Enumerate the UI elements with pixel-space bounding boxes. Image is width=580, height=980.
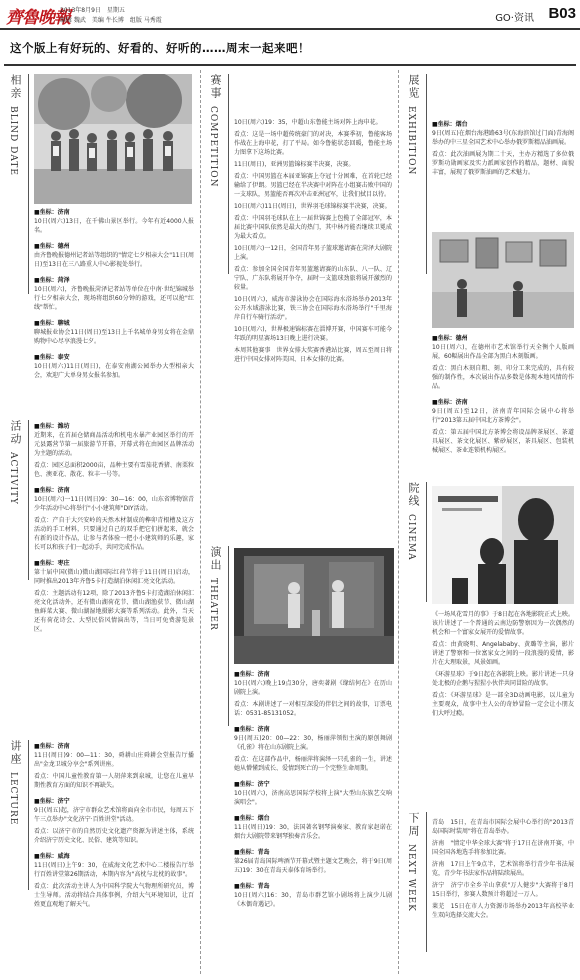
listing-text: 看点：参加全国全国青年男篮邀请赛的山东队、八一队、辽宁队、广东队将展开争夺，届时一支篮球劲旅将展开激烈的较量。 <box>234 266 392 291</box>
column-divider-2 <box>398 70 399 974</box>
tab-label-cn: 赛事 <box>209 74 222 100</box>
listing-text: 看点：园区总面积2000亩，品种主要有雪茄花香猪、南栗粒色、澳亚花、散花、粒丰一号等。 <box>34 462 194 478</box>
listing-text: 10日(周六)，威海市游泳协会在国际海水浴场举办2013年公开水域游泳比赛，铁三协会在国际海水浴场举行"千里海岸自行车骑行活动"。 <box>234 296 392 321</box>
venue-label: ■坐标：济南 <box>34 209 70 216</box>
tab-activity <box>8 420 22 505</box>
exhibition-listings-bottom <box>432 334 574 464</box>
photo-stage-image <box>234 548 394 664</box>
tab-rule <box>28 420 29 580</box>
tab-rule <box>426 812 427 952</box>
listing-text: 看点：在这部作品中，杨丽萍将演绎一只孔雀的一生，讲述她从懵懂到成长、爱情到死亡的一个完整生命周期。 <box>234 756 392 772</box>
newspaper-logo: 齊魯晚報 <box>6 8 70 28</box>
listing-text: 第十届中国(微山)微山湖国际红荷节将于11日(周日)启动，同时推出2013年齐鲁5卡打造湖泊休闲汇亮文化活动。 <box>34 569 194 585</box>
page-headline: 这个版上有好玩的、好看的、好听的……周末一起来吧！ <box>10 41 310 55</box>
listing-text: 看点：本剧讲述了一对相互深爱的伴侣之间的故事，订票电话：0531-85131052。 <box>234 701 392 717</box>
listing-text: 9日(周五)起，济宁市群众艺术馆将面向全市市民，每周五下午三点举办"文化济宁·百姓讲堂"活动。 <box>34 807 194 823</box>
listing-text: 由齐鲁晚报德州记者站等组织的"情定七夕相亲大会"11日(周日)至13日在三八路重人中心影视处举行。 <box>34 252 194 268</box>
listing-text: 《一场风花雪月的事》于8日起在各地影院正式上映。该片讲述了一个普通的云南边防警察因为一次偶然的机会和一个富家女展开的爱情故事。 <box>432 611 574 636</box>
listing-text: 看点：黑白木刻自粗、刻、印分工来完成的，具有较强的制作性，本次展出作品多数是体现本地风情的作品。 <box>432 365 574 390</box>
venue-label: ■坐标：烟台 <box>432 121 468 128</box>
venue-label: ■坐标：青岛 <box>234 883 270 890</box>
listing-text: 《环游星球》于9日起在各影院上映。影片讲述一只身处北极的企鹅与猩猩小伙伴共同冒险的故事。 <box>432 671 574 687</box>
go-mark: GO· <box>495 13 514 24</box>
section-label: 资讯 <box>514 13 534 24</box>
listing-text: 9日(周五)至12日，济南青年国际会展中心将举行"2013第五届中国北方茶博会"。 <box>432 408 574 424</box>
venue-label: ■坐标：济南 <box>34 743 70 750</box>
tab-theater <box>208 546 222 631</box>
listing-text: 莱芜 15日在市人力资源市场举办2013年高校毕业生双向选择交流大会。 <box>432 903 574 919</box>
blind-date-photo <box>34 74 192 204</box>
tab-exhibition <box>406 74 420 175</box>
listing-text: 9日(周五)在烟台海港路63号(东海滨馆过门面)青海阁举办的中三星全国艺术中心举办俄罗斯精品油画展。 <box>432 130 574 146</box>
listing-text: 看点：此次油画展为期二十天，主办方精选了多位俄罗斯功勋画家及实力派画家创作的精品，题材、面貌丰富，展现了俄罗斯油画的艺术魅力。 <box>432 151 574 176</box>
tab-label-en: NEXT WEEK <box>406 844 416 912</box>
listing-text: 9日(周五)20：00—22：30，杨丽萍领衔主演的原创舞剧《孔雀》将在山东剧院上演。 <box>234 735 392 751</box>
section-title <box>495 9 534 24</box>
listing-text: 看点：中国羽毛球队在上一届世锦赛上包揽了全部冠军，本届比赛中国队依然是最大的热门，其中林丹能否继续卫冕成为最大看点。 <box>234 215 392 240</box>
venue-label: ■坐标：济南 <box>234 726 270 733</box>
venue-label: ■坐标：菏泽 <box>34 277 70 284</box>
competition-listings <box>234 118 392 518</box>
listing-text: 11日(周日)上午9：30，在威海文化艺术中心二楼报告厅举行百姓讲堂第26期活动，本期内容为"高枕与北枕的故事"。 <box>34 862 194 878</box>
listing-text: 看点：中国儿童性教育第一人胡萍来到泉城，让您在儿童早期性教育方面的知识不再缺失。 <box>34 773 194 789</box>
listing-text: 11日(周日)19：30，法国著名钢琴演奏家、教育家赵诺在烟台大剧院带来钢琴独奏音乐会。 <box>234 824 392 840</box>
tab-cinema <box>406 482 420 561</box>
listing-text: 看点：此次活动主讲人为中国科学院大气物理所研究员，博士生导师。活动将结合具体事例，介绍大气环境知识，让百姓更直观地了解天气。 <box>34 883 194 908</box>
listing-text: 10日(周六)一11日(周日)9：30—16：00，山东省博物馆青少年活动中心将举行"小小建筑师"DIY活动。 <box>34 496 194 512</box>
listing-text: 10日(周六)，世界极速锦标赛在淄博开赛，中国赛车可能今年跃的明星赛场13日晚上进行决赛。 <box>234 326 392 342</box>
venue-label: ■坐标：聊城 <box>34 320 70 327</box>
blind-date-listings <box>34 208 194 413</box>
cinema-poster <box>432 486 574 604</box>
exhibition-listings-top <box>432 120 574 228</box>
venue-label: ■坐标：潍坊 <box>34 423 70 430</box>
tab-competition <box>208 74 222 187</box>
tab-label-en: ACTIVITY <box>8 452 18 505</box>
movie-poster-image <box>432 486 574 604</box>
next-week-listings <box>432 818 574 974</box>
tab-blind-date <box>8 74 22 176</box>
tab-label-cn: 相亲 <box>9 74 22 100</box>
masthead <box>0 0 580 30</box>
column-divider-1 <box>200 70 201 974</box>
listing-text: 看点：第五届中国北方茶博会将设品牌茶展区、茶道具展区、茶文化展区、紫砂展区，茶具展区、包装机械展区、茶业连锁机构展区。 <box>432 429 574 454</box>
venue-label: ■坐标：济南 <box>34 487 70 494</box>
listing-text: 10日(周六)，齐鲁晚报菏泽记者站等单位在中南·世纪锦城举行七夕相亲大会，现场将组织60分钟的游戏，还可以抢"红线"帮忙。 <box>34 286 194 311</box>
venue-label: ■坐标：烟台 <box>234 815 270 822</box>
page-number: B03 <box>548 5 576 22</box>
venue-label: ■坐标：威海 <box>34 853 70 860</box>
tab-label-en: BLIND DATE <box>8 106 18 176</box>
photo-crowd-image <box>34 74 192 204</box>
lecture-listings <box>34 742 194 974</box>
theater-photo <box>234 548 394 664</box>
listing-text: 济南 17日上午9点半，艺术馆将举行青少年书法展览，青少年书法家作品将陆续展出。 <box>432 861 574 877</box>
exhibition-photo <box>432 232 574 328</box>
listing-text: 10日(周六)19：35，中超山东鲁能主场对阵上海申花。 <box>234 119 382 126</box>
tab-rule <box>228 74 229 274</box>
tab-label-cn: 演出 <box>209 546 222 572</box>
tab-rule <box>426 482 427 602</box>
venue-label: ■坐标：泰安 <box>34 354 70 361</box>
listing-text: 看点：这是一场中超传统豪门的对决，本赛季初，鲁能客场作战在上海申花，打了平局。如今鲁能状态回暖，鲁能主场力图拿下这场比赛。 <box>234 131 392 156</box>
photo-gallery-image <box>432 232 574 328</box>
listing-text: 10日(周六)，在德州市艺术馆举行天全衡个人版画展，60幅展出作品全部为黑白木刻版画。 <box>432 344 574 360</box>
listing-text: 济宁 济宁市全乡羊山拿获"万人健步"大赛将于8月15日举行，参赛人数预计将超过一万人。 <box>432 882 574 898</box>
listing-text: 本周其他赛事 世界女排大奖赛香港站比赛，周五至周日将进行中国女排对阵美国、日本女排的比赛。 <box>234 347 392 363</box>
headline-rule <box>4 64 576 66</box>
listing-text: 10日(周六)一12日，全国青年男子篮球邀请赛在菏泽大剧院上演。 <box>234 245 392 261</box>
tab-rule <box>426 74 427 274</box>
activity-listings <box>34 422 194 682</box>
listing-text: 10日(周六)11日(周日)，世界羽毛球锦标赛半决赛，决赛。 <box>234 203 391 210</box>
listing-text: 11日(周日)，亚洲男篮锦标赛半决赛，决赛。 <box>234 161 355 168</box>
tab-label-en: EXHIBITION <box>406 106 416 176</box>
venue-label: ■坐标：青岛 <box>234 849 270 856</box>
listing-text: 第26届青岛国际啤酒节开幕式暨主题文艺晚会，将于9日(周五)19：30在青岛天泰体育场举行。 <box>234 858 392 874</box>
listing-text: 10日(周六)11日(周日)，在泰安南湖公园举办大型相亲大会，欢迎广大单身男女报名参加。 <box>34 363 194 379</box>
tab-label-en: COMPETITION <box>208 106 218 188</box>
listing-text: 看点：以济宁市的自然历史文化遗产资源为讲述主体，系统介绍济宁历史文化、民俗、建筑等知识。 <box>34 828 194 844</box>
tab-label-cn: 讲座 <box>9 740 22 766</box>
venue-label: ■坐标：济南 <box>432 399 468 406</box>
listing-text: 看点：产自于大兴安岭的天然木材制成的榫卯青根槽及这方活动的手工材料，只要通过自己的双手把它们拼起来，就会有新的设计作品，让参与者体验一把小小建筑师的乐趣，家长可以和孩子们一起动手，共同完成作品。 <box>34 517 194 551</box>
listing-text: 10日(周六)晚上19点30分，唐奕著剧《缘结何在》在历山剧院上演。 <box>234 680 392 696</box>
tab-label-en: CINEMA <box>406 514 416 561</box>
listing-text: 10日(周六)，济南高思国际学校将上演"大型山东族艺交响演唱会"。 <box>234 790 392 806</box>
tab-label-cn: 活动 <box>9 420 22 446</box>
listing-text: 近期来，在首届仓储商品活动和机电水暴产业园区举行的开元县露营节第一届旅游节开幕，开幕式将在由园区品牌活动为主题的活动。 <box>34 432 194 457</box>
listing-text: 青岛 15日，在青岛市国际会展中心举行的"2013青岛国际时装周"将在青岛举办。 <box>432 819 574 835</box>
listing-text: 聊城报业协会11日(周日)至13日上千名城单身男女将在金鼎购物中心尽享浪漫七夕。 <box>34 329 194 345</box>
listing-text: 济南 "情定中华全球大赛"将于17日在济南开赛，中国全国各地选手将参加比赛。 <box>432 840 574 856</box>
listing-text: 看点：由黄晓明、Angelababy、黄璐等主演，影片讲述了警察和一位富家女之间的一段浪漫的爱情，影片在大理取景，风景如画。 <box>432 641 574 666</box>
venue-label: ■坐标：德州 <box>34 243 70 250</box>
tab-label-cn: 院线 <box>407 482 420 508</box>
venue-label: ■坐标：枣庄 <box>34 560 70 567</box>
tab-label-en: THEATER <box>208 578 218 631</box>
theater-listings <box>234 670 392 974</box>
venue-label: ■坐标：济宁 <box>34 798 70 805</box>
venue-label: ■坐标：济南 <box>234 671 270 678</box>
listing-text: 看点：中国男篮在本届亚锦赛上夺冠十分困难，在首轮已经输给了伊朗。男篮已经在半决赛中对阵在小组赛击败中国的一支球队，男篮能否再次冲击亚洲冠军，让我们拭目以待。 <box>234 173 392 198</box>
tab-rule <box>28 740 29 890</box>
tab-label-cn: 展览 <box>407 74 420 100</box>
listing-text: 10日(周六)13日，在千佛山景区举行。今年有近4000人报名。 <box>34 218 194 234</box>
tab-rule <box>228 546 229 726</box>
listing-text: 看点：主题活动有12项，除了2013齐鲁5卡打造湖泊休闲汇亮文化活动外，还有微山湖荷花节、微山湖渔获节、微山湖鱼鲜菜大赛、微山湖湿地摄影大赛等系列活动。此外，当天还有荷花诗会、大型民俗风情演出等，当日可免费游览景区。 <box>34 590 194 633</box>
issue-date: 2013年8月9日 星期五 <box>60 7 125 14</box>
tab-label-en: LECTURE <box>8 772 18 826</box>
listing-text: 11日(周日)9：00—11：30，舜耕山庄舜耕会堂报告厅播出"金龙卫城分享会"系列讲座。 <box>34 752 194 768</box>
venue-label: ■坐标：德州 <box>432 335 468 342</box>
listing-text: 10日(周六)16：30，青岛市群艺馆小剧场将上演少儿剧《木偶奇遇记》。 <box>234 892 392 908</box>
tab-lecture <box>8 740 22 825</box>
listing-text: 看点：《环游星球》是一部全3D动画电影，以儿童为主要观众，故事中主人公的奇妙冒险一定会让小朋友们大呼过瘾。 <box>432 692 574 717</box>
tab-rule <box>28 74 29 294</box>
tab-next-week <box>406 812 420 912</box>
editor-credits: 编辑 魏武 美编 牛长博 组版 马秀霞 <box>60 17 162 24</box>
venue-label: ■坐标：济宁 <box>234 781 270 788</box>
cinema-listings <box>432 610 574 810</box>
tab-label-cn: 下周 <box>407 812 420 838</box>
